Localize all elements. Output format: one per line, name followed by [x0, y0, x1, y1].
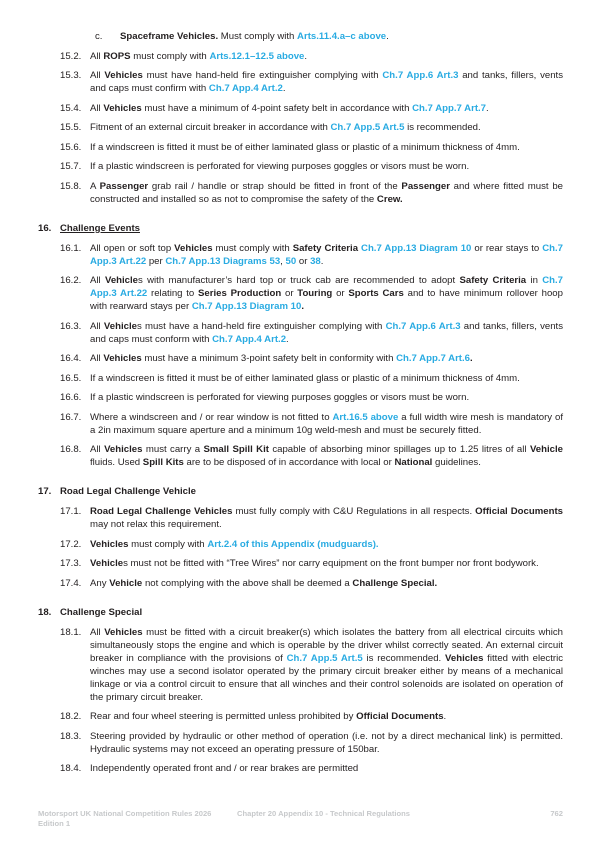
cross-reference-link[interactable]: Ch.7 App.6 Art.3 — [382, 70, 459, 81]
cross-reference-link[interactable]: Ch.7 App.4 Art.2 — [212, 333, 287, 345]
rule-text: All Vehicles must have a hand-held fire extinguisher complying with Ch.7 App.6 Art.3 and tanks, fillers, vents and caps must conform with Ch.7 App.4 Art.2. — [90, 320, 564, 345]
rule-item — [38, 50, 563, 63]
section-title: Challenge Special — [60, 606, 143, 618]
cross-reference-link[interactable]: Ch.7 App.4 Art.2 — [208, 83, 283, 94]
bold-term: Vehicles — [103, 102, 142, 114]
section-18 — [38, 606, 563, 776]
section-number: 16. — [38, 222, 52, 234]
rule-text: Vehicles must not be fitted with “Tree Wires” nor carry equipment on the front bumper nor front bodywork. — [90, 558, 539, 569]
rule-text: Fitment of an external circuit breaker in accordance with Ch.7 App.5 Art.5 is recommended. — [90, 122, 481, 133]
rule-number: 16.7. — [60, 411, 82, 423]
rule-text: Where a windscreen and / or rear window is not fitted to Art.16.5 above a full width wire mesh is mandatory of a 2in maximum square aperture and a minimum 10g weld-mesh and must be securely fitted. — [90, 411, 563, 436]
rule-item — [38, 577, 563, 590]
rule-item — [38, 69, 563, 95]
rule-number: 16.6. — [60, 392, 82, 403]
rule-text: All Vehicles must have a minimum 3-point safety belt in conformity with Ch.7 App.7 Art.6. — [90, 353, 473, 364]
bold-term: Vehicles — [445, 652, 484, 664]
rule-item — [38, 372, 563, 385]
rule-number: 15.6. — [60, 141, 82, 153]
cross-reference-link[interactable]: Ch.7 App.13 Diagram 10 — [361, 242, 472, 254]
bold-term: Crew. — [376, 193, 403, 205]
rule-number: 16.5. — [60, 372, 82, 384]
rule-text: Road Legal Challenge Vehicles must fully comply with C&U Regulations in all respects. Official Documents may not relax this requirement. — [90, 506, 563, 530]
rule-item — [38, 505, 563, 531]
bold-term: Spaceframe Vehicles. — [120, 31, 219, 42]
rule-number: 16.2. — [60, 275, 82, 286]
rule-text: Independently operated front and / or rear brakes are permitted — [90, 763, 359, 774]
rule-text: All open or soft top Vehicles must comply with Safety Criteria Ch.7 App.13 Diagram 10 or rear stays to Ch.7 App.3 Art.22 per Ch.7 App.13 Diagrams 53, 50 or 38. — [90, 242, 563, 267]
rule-number: 15.8. — [60, 180, 82, 192]
rule-item — [38, 411, 563, 437]
cross-reference-link[interactable]: Ch.7 App.3 Art.22 — [90, 242, 563, 267]
rule-number: 18.1. — [60, 626, 82, 638]
bold-term: . — [301, 301, 304, 312]
rule-item — [38, 443, 563, 469]
bold-term: Vehicles — [104, 70, 143, 81]
bold-term: Safety Criteria — [292, 242, 359, 254]
footer-edition: Edition 1 — [38, 819, 71, 828]
rule-item — [38, 160, 563, 173]
footer-doc-title: Motorsport UK National Competition Rules 2026 — [38, 809, 212, 818]
cross-reference-link[interactable]: Ch.7 App.7 Art.6 — [396, 353, 470, 364]
rule-item — [38, 730, 563, 756]
cross-reference-link[interactable]: Arts.11.4.a–c above — [297, 31, 387, 42]
rule-item — [38, 30, 563, 43]
bold-term: Vehicles — [104, 444, 143, 455]
rule-number: 17.4. — [60, 577, 82, 589]
cross-reference-link[interactable]: 50 — [285, 255, 297, 267]
rule-text: Rear and four wheel steering is permitted unless prohibited by Official Documents. — [90, 711, 447, 722]
rule-text: Spaceframe Vehicles. Must comply with Arts.11.4.a–c above. — [120, 31, 389, 42]
bold-term: Vehicle — [103, 320, 137, 332]
rule-number: 16.8. — [60, 444, 82, 455]
bold-term: Vehicles — [104, 626, 143, 638]
bold-term: Challenge Special. — [352, 577, 438, 589]
rule-number: 16.4. — [60, 353, 82, 364]
rule-item — [38, 242, 563, 268]
cross-reference-link[interactable]: Art.2.4 of this Appendix (mudguards). — [207, 538, 379, 550]
bold-term: Touring — [297, 288, 333, 299]
rule-item — [38, 762, 563, 775]
rule-number: 15.3. — [60, 70, 82, 81]
footer-left-block — [38, 809, 237, 829]
bold-term: ROPS — [103, 50, 131, 62]
section-number: 18. — [38, 606, 52, 618]
bold-term: Vehicle — [109, 577, 143, 589]
rule-number: c. — [95, 31, 103, 42]
footer-chapter-title: Chapter 20 Appendix 10 - Technical Regulations — [237, 809, 411, 818]
rule-number: 15.4. — [60, 102, 82, 114]
section-title: Challenge Events — [60, 222, 140, 234]
bold-term: Vehicle — [529, 444, 564, 455]
rule-number: 15.7. — [60, 161, 82, 172]
rule-item — [38, 352, 563, 365]
rule-text: If a windscreen is fitted it must be of either laminated glass or plastic of a minimum thickness of 4mm. — [90, 141, 520, 153]
section-17 — [38, 485, 563, 590]
rule-item — [38, 102, 563, 115]
section-16 — [38, 222, 563, 470]
rule-text: If a windscreen is fitted it must be of either laminated glass or plastic of a minimum thickness of 4mm. — [90, 372, 520, 384]
rule-item — [38, 626, 563, 704]
rule-item — [38, 274, 563, 313]
rule-text: A Passenger grab rail / handle or strap should be fitted in front of the Passenger and where fitted must be constructed and installed so as not to compromise the safety of the Crew. — [90, 180, 563, 205]
rule-number: 16.1. — [60, 242, 82, 254]
bold-term: Small Spill Kit — [203, 444, 269, 455]
rule-number: 18.4. — [60, 763, 82, 774]
rule-text: All Vehicles must be fitted with a circuit breaker(s) which isolates the battery from all electrical circuits which simultaneously stops the engine and which is operable by the driver whilst correctly seated. An external circuit breaker in compliance with the provisions of Ch.7 App.5 Art.5 is recommended. Vehicles fitted with electric winches may use a second isolator operated by the primary circuit breaker either by means of a mechanical linkage or via a control circuit to ensure that all winches and their control solenoids are isolated on operation of the primary circuit breaker. — [90, 626, 564, 703]
cross-reference-link[interactable]: Ch.7 App.5 Art.5 — [330, 122, 405, 133]
bold-term: Vehicles — [103, 353, 142, 364]
cross-reference-link[interactable]: Arts.12.1–12.5 above — [209, 50, 305, 62]
bold-term: Series Production — [198, 288, 282, 299]
rule-number: 16.3. — [60, 320, 82, 332]
rule-item — [38, 121, 563, 134]
cross-reference-link[interactable]: Ch.7 App.3 Art.22 — [90, 275, 563, 299]
cross-reference-link[interactable]: Ch.7 App.13 Diagrams 53 — [165, 255, 281, 267]
rule-item — [38, 141, 563, 154]
section-title: Road Legal Challenge Vehicle — [60, 486, 196, 497]
rule-item — [38, 538, 563, 551]
bold-term: Vehicle — [90, 558, 124, 569]
bold-term: Safety Criteria — [459, 275, 527, 286]
bold-term: Official Documents — [356, 711, 444, 722]
cross-reference-link[interactable]: Art.16.5 above — [332, 411, 399, 423]
bold-term: National — [394, 457, 433, 468]
rule-item — [38, 391, 563, 404]
rule-text: All ROPS must comply with Arts.12.1–12.5 above. — [90, 50, 308, 62]
rule-item — [38, 710, 563, 723]
rule-number: 17.3. — [60, 558, 82, 569]
bold-term: Sports Cars — [348, 288, 404, 299]
rule-text: All Vehicles must have a minimum of 4-point safety belt in accordance with Ch.7 App.7 Art.7. — [90, 102, 489, 114]
rule-item — [38, 557, 563, 570]
rule-number: 15.5. — [60, 122, 82, 133]
bold-term: Vehicles — [90, 538, 129, 550]
rule-item — [38, 320, 563, 346]
section-15 — [38, 30, 563, 206]
bold-term: Vehicle — [104, 275, 139, 286]
section-number: 17. — [38, 486, 52, 497]
section-heading — [38, 606, 563, 619]
bold-term: . — [470, 353, 473, 364]
document-body — [38, 30, 563, 782]
rule-number: 18.3. — [60, 730, 82, 742]
bold-term: Official Documents — [475, 506, 563, 517]
bold-term: Passenger — [99, 180, 149, 192]
cross-reference-link[interactable]: Ch.7 App.7 Art.7 — [412, 102, 487, 114]
bold-term: Vehicles — [174, 242, 213, 254]
rule-text: Vehicles must comply with Art.2.4 of this Appendix (mudguards). — [90, 538, 379, 550]
rule-text: If a plastic windscreen is perforated for viewing purposes goggles or visors must be worn. — [90, 392, 470, 403]
rule-number: 18.2. — [60, 711, 82, 722]
rule-number: 17.2. — [60, 538, 82, 550]
rule-text: If a plastic windscreen is perforated for viewing purposes goggles or visors must be worn. — [90, 161, 470, 172]
page-footer — [38, 809, 563, 829]
bold-term: Passenger — [401, 180, 450, 192]
rule-item — [38, 180, 563, 206]
rule-text: All Vehicles must have hand-held fire extinguisher complying with Ch.7 App.6 Art.3 and tanks, fillers, vents and caps must confirm with Ch.7 App.4 Art.2. — [90, 70, 564, 94]
cross-reference-link[interactable]: Ch.7 App.5 Art.5 — [286, 652, 363, 664]
rule-number: 15.2. — [60, 50, 82, 62]
rule-text: All Vehicles with manufacturer’s hard top or truck cab are recommended to adopt Safety Criteria in Ch.7 App.3 Art.22 relating to Series Production or Touring or Sports Cars and to have minimum rollover hoop with rearward stays per Ch.7 App.13 Diagram 10. — [90, 275, 563, 312]
rule-text: Any Vehicle not complying with the above shall be deemed a Challenge Special. — [90, 577, 438, 589]
rule-text: All Vehicles must carry a Small Spill Kit capable of absorbing minor spillages up to 1.25 litres of all Vehicle fluids. Used Spill Kits are to be disposed of in accordance with local or National guidelines. — [90, 444, 564, 468]
cross-reference-link[interactable]: Ch.7 App.6 Art.3 — [385, 320, 461, 332]
bold-term: Spill Kits — [142, 457, 184, 468]
section-heading — [38, 485, 563, 498]
cross-reference-link[interactable]: 38 — [310, 255, 321, 267]
bold-term: Road Legal Challenge Vehicles — [90, 506, 233, 517]
rule-number: 17.1. — [60, 506, 82, 517]
rule-text: Steering provided by hydraulic or other method of operation (i.e. not by a direct mechanical link) is permitted. Hydraulic systems may not exceed an operating pressure of 150bar. — [90, 730, 563, 755]
section-heading — [38, 222, 563, 235]
cross-reference-link[interactable]: Ch.7 App.13 Diagram 10 — [191, 301, 302, 312]
footer-page-number: 762 — [550, 809, 563, 818]
